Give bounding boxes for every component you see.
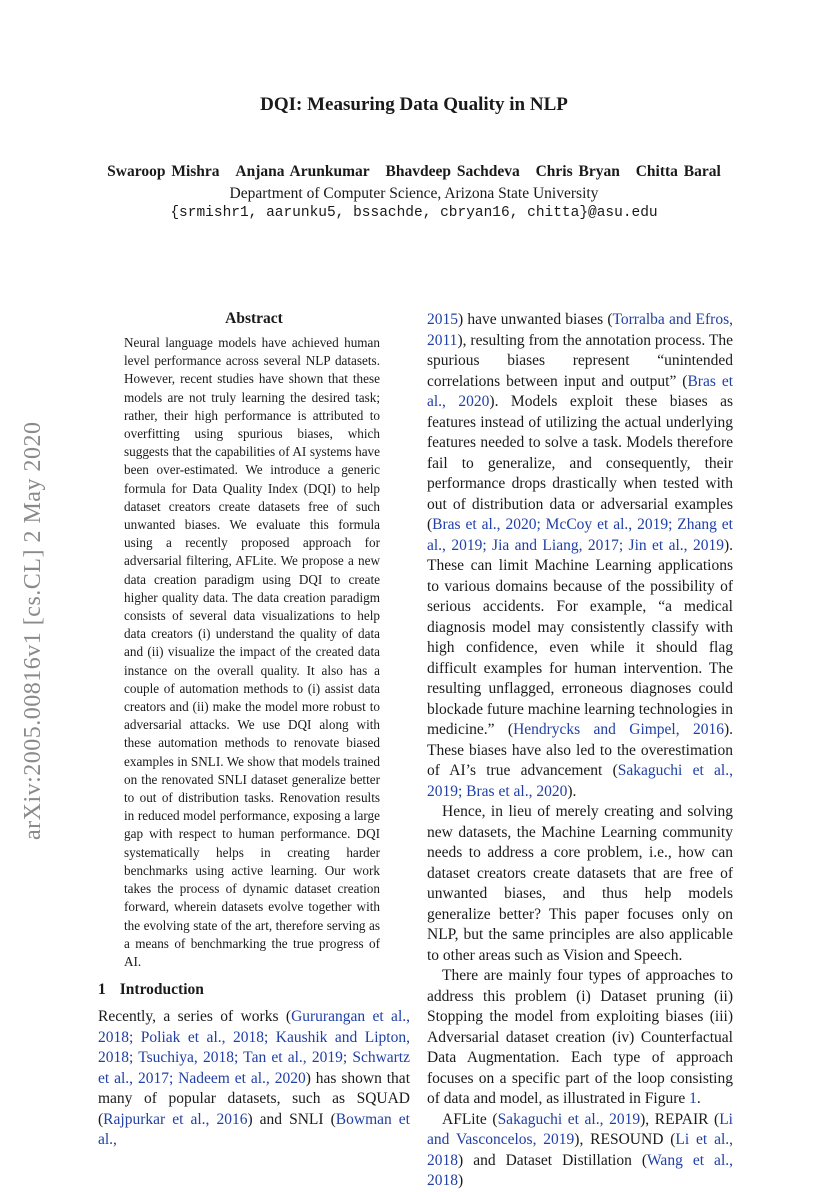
abstract-heading: Abstract bbox=[225, 310, 283, 327]
left-column bbox=[98, 310, 410, 1151]
citation-link[interactable]: Bras et al., 2020; McCoy et al., 2019; Zhang et al., 2019; Jia and Liang, 2017; Jin et al., 2019 bbox=[427, 516, 733, 554]
citation-link[interactable]: Gururangan et al., 2018; Poliak et al., 2018; Kaushik and Lipton, 2018; Tsuchiya, 2018; Tan et al., 2019; Schwartz et al., 2017; Nadeem et al., 2020 bbox=[98, 1008, 410, 1087]
citation-link[interactable]: Torralba and Efros, 2011 bbox=[427, 311, 733, 349]
citation-link[interactable]: Li and Vasconcelos, 2019 bbox=[427, 1110, 733, 1148]
author-name: Bhavdeep Sachdeva bbox=[385, 163, 520, 180]
intro-paragraph-1-continued: 2015) have unwanted biases (Torralba and Efros, 2011), resulting from the annotation process. The spurious biases represent “unintended correlations between input and output” (Bras et al., 2020). Models exploit these biases as features instead of utilizing the actual underlying features needed to solve a task. Models therefore fail to generalize, and consequently, their performance drops drastically when tested with out of distribution data or adversarial examples (Bras et al., 2020; McCoy et al., 2019; Zhang et al., 2019; Jia and Liang, 2017; Jin et al., 2019). These can limit Machine Learning applications to various domains because of the possibility of serious accidents. For example, “a medical diagnosis model may consistently classify with high confidence, even while it should flag difficult examples for human intervention. The resulting unflagged, erroneous diagnoses could blockade future machine learning technologies in medicine.” (Hendrycks and Gimpel, 2016). These biases have also led to the overestimation of AI’s true advancement (Sakaguchi et al., 2019; Bras et al., 2020). bbox=[427, 311, 734, 800]
citation-link[interactable]: Wang et al., 2018 bbox=[427, 1151, 733, 1189]
arxiv-stamp: arXiv:2005.00816v1 [cs.CL] 2 May 2020 bbox=[20, 421, 46, 840]
affiliation: Department of Computer Science, Arizona State University bbox=[229, 185, 599, 202]
citation-link[interactable]: Rajpurkar et al., 2016 bbox=[103, 1110, 248, 1128]
citation-link[interactable]: Bras et al., 2020 bbox=[427, 372, 733, 410]
author-name: Chitta Baral bbox=[635, 163, 721, 180]
right-column bbox=[427, 310, 733, 1192]
author-name: Chris Bryan bbox=[535, 163, 620, 180]
citation-link[interactable]: Li et al., 2018 bbox=[427, 1131, 734, 1169]
paper-title: DQI: Measuring Data Quality in NLP bbox=[260, 94, 568, 115]
author-emails: {srmishr1, aarunku5, bssachde, cbryan16, chitta}@asu.edu bbox=[170, 205, 658, 221]
citation-link[interactable]: Sakaguchi et al., 2019 bbox=[497, 1110, 641, 1128]
intro-paragraph-4: AFLite (Sakaguchi et al., 2019), REPAIR (Li and Vasconcelos, 2019), RESOUND (Li et al., 2018) and Dataset Distillation (Wang et al., 2018) bbox=[427, 1110, 734, 1189]
citation-link[interactable]: Hendrycks and Gimpel, 2016 bbox=[513, 721, 724, 738]
citation-link[interactable]: Sakaguchi et al., 2019; Bras et al., 2020 bbox=[427, 762, 733, 800]
author-list bbox=[0, 163, 828, 181]
author-name: Swaroop Mishra bbox=[107, 163, 220, 180]
figure-link[interactable]: 1 bbox=[689, 1090, 697, 1107]
section-heading bbox=[98, 981, 410, 999]
intro-paragraph-3: There are mainly four types of approaches to address this problem (i) Dataset pruning (ii) Stopping the model from exploiting biases (iii) Adversarial dataset creation (iv) Counterfactual Data Augmentation. Each type of approach focuses on a specific part of the loop consisting of data and model, as illustrated in Figure 1. bbox=[427, 967, 733, 1107]
section-number: 1 bbox=[98, 981, 106, 999]
abstract-text: Neural language models have achieved human level performance across several NLP datasets. However, recent studies have shown that these models are not truly learning the desired task; rather, their high performance is attributed to overfitting using spurious biases, which suggests that the capabilities of AI systems have been over-estimated. We introduce a generic formula for Data Quality Index (DQI) to help dataset creators create datasets free of such unwanted biases. We evaluate this formula using a recently proposed approach for adversarial filtering, AFLite. We propose a new data creation paradigm using DQI to create higher quality data. The data creation paradigm consists of several data visualizations to help data creators (i) understand the quality of data and (ii) visualize the impact of the created data instance on the overall quality. It also has a couple of automation methods to (i) assist data creators and (ii) make the model more robust to adversarial attacks. We use DQI along with these automation methods to renovate biased examples in SNLI. We show that models trained on the renovated SNLI dataset generalize better to out of distribution tasks. Renovation results in reduced model performance, exposing a large gap with respect to human performance. DQI systematically helps in creating harder benchmarks using active learning. Our work takes the process of dynamic dataset creation forward, wherein datasets evolve together with the evolving state of the art, therefore serving as a means of benchmarking the true progress of AI. bbox=[124, 335, 380, 969]
citation-link[interactable]: 2015 bbox=[427, 311, 458, 328]
intro-paragraph-2: Hence, in lieu of merely creating and solving new datasets, the Machine Learning community needs to address a core problem, i.e., how can dataset creators create datasets that are free of unwanted biases, and thus help models generalize better? This paper focuses only on NLP, but the same principles are also applicable to other areas such as Vision and Speech. bbox=[427, 803, 733, 964]
citation-link[interactable]: Bowman et al., bbox=[98, 1110, 410, 1149]
intro-paragraph-1: Recently, a series of works (Gururangan et al., 2018; Poliak et al., 2018; Kaushik and Lipton, 2018; Tsuchiya, 2018; Tan et al., 2019; Schwartz et al., 2017; Nadeem et al., 2020) has shown that many of popular datasets, such as SQUAD (Rajpurkar et al., 2016) and SNLI (Bowman et al., bbox=[98, 1008, 410, 1149]
author-name: Anjana Arunkumar bbox=[235, 163, 370, 180]
section-title: Introduction bbox=[119, 981, 204, 999]
